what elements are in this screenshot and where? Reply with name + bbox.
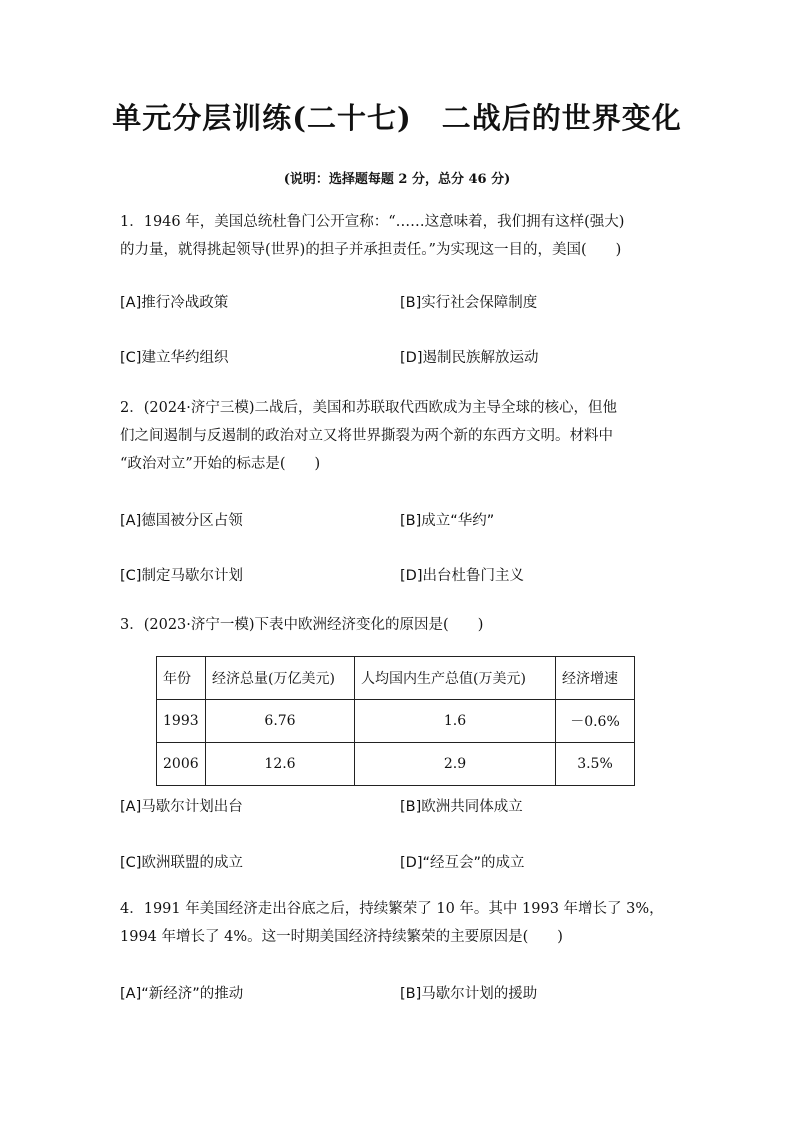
option-d[interactable]: [D]“经互会”的成立 [400, 855, 525, 871]
question-1 [120, 208, 680, 264]
option-d[interactable]: [D]出台杜鲁门主义 [400, 568, 524, 584]
option-c[interactable]: [C]建立华约组织 [120, 350, 229, 366]
question-text-line: 1994 年增长了 4%。这一时期美国经济持续繁荣的主要原因是( ) [120, 929, 563, 945]
option-d[interactable]: [D]遏制民族解放运动 [400, 350, 539, 366]
table-cell: －0.6% [556, 700, 635, 743]
table-cell: 1.6 [355, 700, 556, 743]
question-4 [120, 895, 680, 951]
table-cell: 12.6 [206, 743, 355, 786]
table-cell: 1993 [157, 700, 206, 743]
question-3 [120, 611, 680, 639]
option-b[interactable]: [B]马歇尔计划的援助 [400, 986, 538, 1002]
question-text-line: “政治对立”开始的标志是( ) [120, 456, 321, 472]
option-a[interactable]: [A]马歇尔计划出台 [120, 799, 243, 815]
table-row [157, 700, 635, 743]
table-cell: 3.5% [556, 743, 635, 786]
question-text-line: 们之间遏制与反遏制的政治对立又将世界撕裂为两个新的东西方文明。材料中 [120, 428, 613, 444]
question-text-line: 3．(2023·济宁一模)下表中欧洲经济变化的原因是( ) [120, 617, 484, 633]
table-cell: 6.76 [206, 700, 355, 743]
page-title: 单元分层训练(二十七) 二战后的世界变化 [112, 101, 682, 135]
question-2 [120, 394, 680, 478]
table-header-row [157, 657, 635, 700]
column-header: 经济总量(万亿美元) [206, 657, 355, 700]
question-text-line: 的力量，就得挑起领导(世界)的担子并承担责任。”为实现这一目的，美国( ) [120, 242, 622, 258]
option-b[interactable]: [B]实行社会保障制度 [400, 295, 538, 311]
table-cell: 2006 [157, 743, 206, 786]
table-cell: 2.9 [355, 743, 556, 786]
table-row [157, 743, 635, 786]
option-c[interactable]: [C]欧洲联盟的成立 [120, 855, 243, 871]
option-a[interactable]: [A]推行冷战政策 [120, 295, 229, 311]
option-b[interactable]: [B]欧洲共同体成立 [400, 799, 523, 815]
option-c[interactable]: [C]制定马歇尔计划 [120, 568, 243, 584]
scoring-note: (说明：选择题每题 2 分，总分 46 分) [283, 172, 511, 187]
question-text-line: 1．1946 年，美国总统杜鲁门公开宣称：“……这意味着，我们拥有这样(强大) [120, 214, 625, 230]
economy-table [156, 656, 635, 786]
option-a[interactable]: [A]“新经济”的推动 [120, 986, 244, 1002]
option-b[interactable]: [B]成立“华约” [400, 513, 495, 529]
question-text-line: 4．1991 年美国经济走出谷底之后，持续繁荣了 10 年。其中 1993 年增长了 3%， [120, 901, 664, 917]
question-text-line: 2．(2024·济宁三模)二战后，美国和苏联取代西欧成为主导全球的核心，但他 [120, 400, 618, 416]
column-header: 年份 [157, 657, 206, 700]
column-header: 经济增速 [556, 657, 635, 700]
column-header: 人均国内生产总值(万美元) [355, 657, 556, 700]
option-a[interactable]: [A]德国被分区占领 [120, 513, 243, 529]
